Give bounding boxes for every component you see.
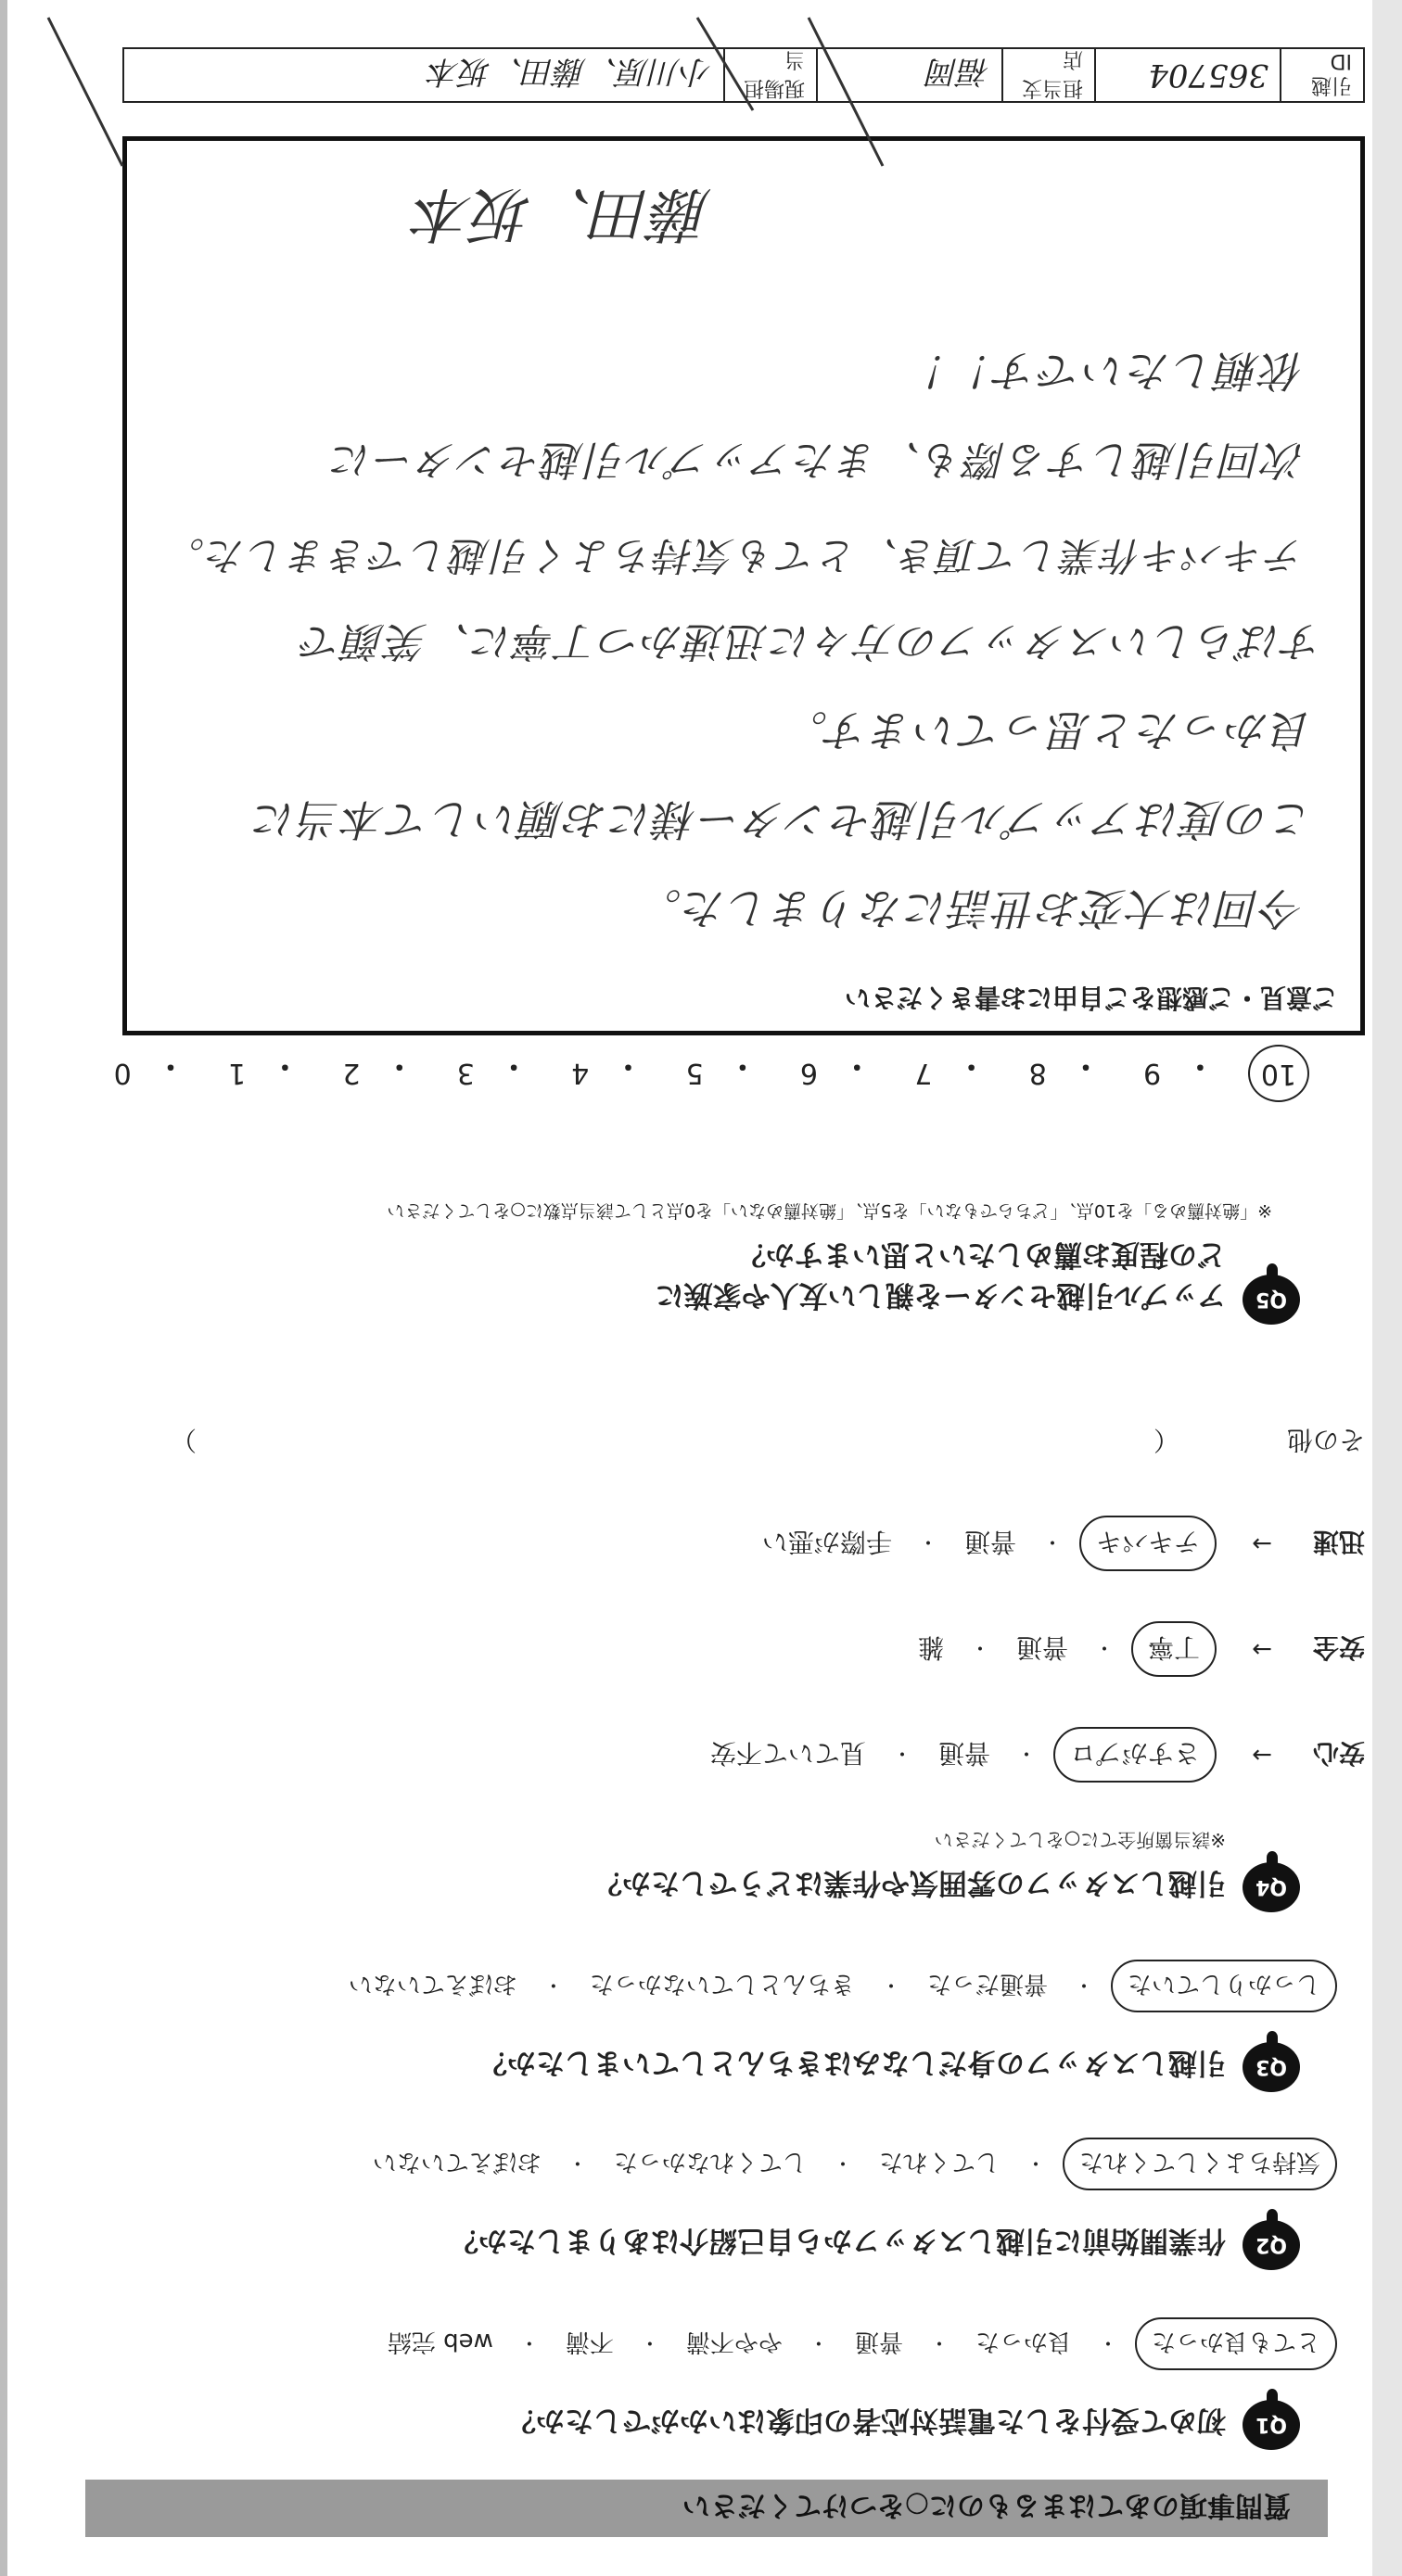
q3-option-2[interactable]: 普通だった: [926, 1970, 1048, 1998]
pen-stroke: [697, 18, 753, 110]
leader-label: 現場担当: [723, 49, 816, 101]
q4-row-2-option-1[interactable]: 丁寧: [1131, 1621, 1217, 1677]
score-6[interactable]: 6: [799, 1057, 819, 1089]
q4-badge: Q4: [1243, 1862, 1300, 1912]
q1-option-6[interactable]: web 完結: [387, 2328, 493, 2355]
comment-line-6: 次回引越しする際も、またアップル引越センターに: [329, 436, 1305, 483]
q1-option-2[interactable]: 良かった: [975, 2328, 1072, 2355]
arrow-right-icon: →: [1252, 1635, 1272, 1663]
q4-text: 引越しスタッフの雰囲気や作業はどうでしたか？: [593, 1866, 1226, 1899]
comment-line-5: テキパキ作業して頂き、とても気持ちよく引越しできました。: [163, 533, 1305, 578]
leader-value: 小川原、藤田、坂本: [428, 53, 712, 91]
pen-stroke: [809, 18, 883, 166]
q4-row-3-option-1[interactable]: テキパキ: [1079, 1516, 1217, 1571]
q5-score-scale: 10 ・ 9 ・ 8 ・ 7 ・ 6 ・ 5 ・ 4 ・ 3 ・ 2 ・ 1 ・ 0: [104, 1045, 1309, 1089]
q2-options: 気持ちよくしてくれた ・ してくれた ・ してくれなかった ・ おぼえていない: [363, 2138, 1337, 2190]
q4-note: ※該当箇所全てに○をしてください: [934, 1829, 1226, 1851]
score-0[interactable]: 0: [113, 1057, 132, 1089]
score-2[interactable]: 2: [342, 1057, 361, 1089]
q4-row-3-option-3[interactable]: 手際が悪い: [761, 1527, 892, 1557]
q4-row-anzen: 安全 → 丁寧 ・ 普通 ・ 雑: [909, 1621, 1365, 1677]
comment-line-4: すばらしいスタッフの方々に迅速かつ丁寧に、笑顔で: [300, 617, 1323, 665]
q2-text: 作業開始前に引越しスタッフから自己紹介はありましたか？: [450, 2224, 1226, 2257]
q4-row-2-option-3[interactable]: 雑: [917, 1632, 944, 1663]
q5-badge: Q5: [1243, 1275, 1300, 1325]
q1-option-3[interactable]: 普通: [854, 2328, 903, 2355]
q4-other-paren-open: （: [1153, 1425, 1179, 1455]
q4-row-anshin: 安心 → さすがプロ ・ 普通 ・ 見ていて不安: [701, 1727, 1365, 1783]
score-8[interactable]: 8: [1028, 1057, 1047, 1089]
branch-label: 担当支店: [1001, 49, 1094, 101]
q5-text-line-2: どの程度お薦めしたいと思いますか？: [737, 1237, 1226, 1271]
score-10[interactable]: 10: [1248, 1045, 1309, 1102]
q1-option-4[interactable]: やや不満: [685, 2328, 783, 2355]
q4-row-jinsoku: 迅速 → テキパキ ・ 普通 ・ 手際が悪い: [753, 1516, 1365, 1571]
branch-value: 福岡: [816, 49, 1001, 101]
q3-option-3[interactable]: きちんとしていなかった: [589, 1970, 855, 1998]
q4-row-1-option-3[interactable]: 見ていて不安: [709, 1738, 866, 1769]
q3-option-1[interactable]: しっかりしていた: [1111, 1960, 1337, 2012]
q1-option-1[interactable]: とても良かった: [1135, 2317, 1337, 2370]
q4-row-3-label: 迅速: [1312, 1527, 1365, 1557]
instruction-text: 質問事項のあてはまるものに○をつけてください: [682, 2489, 1291, 2521]
q4-other-paren-close: ）: [170, 1425, 197, 1455]
q4-row-1-label: 安心: [1312, 1738, 1365, 1769]
comment-line-2: この度はアップル引越センター様にお願いして本当に: [251, 794, 1314, 844]
q1-option-5[interactable]: 不満: [565, 2328, 614, 2355]
pen-stroke: [48, 18, 122, 166]
comment-line-7: 依頼したいです！！: [904, 346, 1305, 396]
q3-options: しっかりしていた ・ 普通だった ・ きちんとしていなかった ・ おぼえていない: [339, 1960, 1337, 2012]
q2-option-1[interactable]: 気持ちよくしてくれた: [1063, 2138, 1337, 2190]
comment-line-3: 良かったと思っています。: [783, 705, 1314, 755]
q4-row-3-option-2[interactable]: 普通: [963, 1527, 1016, 1557]
q2-option-2[interactable]: してくれた: [878, 2148, 1000, 2176]
q1-badge: Q1: [1243, 2400, 1300, 2450]
q3-option-4[interactable]: おぼえていない: [348, 1970, 517, 1998]
q2-option-3[interactable]: してくれなかった: [613, 2148, 807, 2176]
comment-line-1: 今回は大変お世話になりました。: [637, 883, 1305, 933]
q4-row-1-option-2[interactable]: 普通: [937, 1738, 990, 1769]
score-9[interactable]: 9: [1143, 1057, 1162, 1089]
arrow-right-icon: →: [1252, 1529, 1272, 1557]
score-7[interactable]: 7: [914, 1057, 933, 1089]
id-label: 引越ID: [1280, 49, 1363, 101]
q2-option-4[interactable]: おぼえていない: [372, 2148, 542, 2176]
q4-row-2-label: 安全: [1312, 1632, 1365, 1663]
q3-badge: Q3: [1243, 2042, 1300, 2092]
score-4[interactable]: 4: [571, 1057, 590, 1089]
q5-text-line-1: アップル引越センターを親しい友人や家族に: [655, 1278, 1226, 1312]
id-value: 365704: [1094, 49, 1280, 101]
q1-options: とても良かった ・ 良かった ・ 普通 ・ やや不満 ・ 不満 ・ web 完結: [378, 2317, 1337, 2370]
q3-text: 引越しスタッフの身だしなみはきちんとしていましたか？: [478, 2046, 1226, 2079]
q5-note: ※「絶対薦める」を10点、「どちらでもない」を5点、「絶対薦めない」を0点として該当点数に○をしてください: [387, 1200, 1272, 1221]
q4-row-1-option-1[interactable]: さすがプロ: [1053, 1727, 1217, 1783]
q4-other-label: その他: [1286, 1425, 1365, 1455]
score-5[interactable]: 5: [685, 1057, 704, 1089]
score-3[interactable]: 3: [456, 1057, 475, 1089]
score-1[interactable]: 1: [228, 1057, 247, 1089]
q4-row-2-option-2[interactable]: 普通: [1015, 1632, 1068, 1663]
comment-title: ご意見・ご感想をご自由にお書きください: [844, 983, 1338, 1013]
q2-badge: Q2: [1243, 2220, 1300, 2270]
arrow-right-icon: →: [1252, 1741, 1272, 1769]
q1-text: 初めて受付をした電話対応者の印象はいかがでしたか？: [507, 2404, 1226, 2437]
signature-marks: 藤田、坂本: [414, 179, 711, 247]
